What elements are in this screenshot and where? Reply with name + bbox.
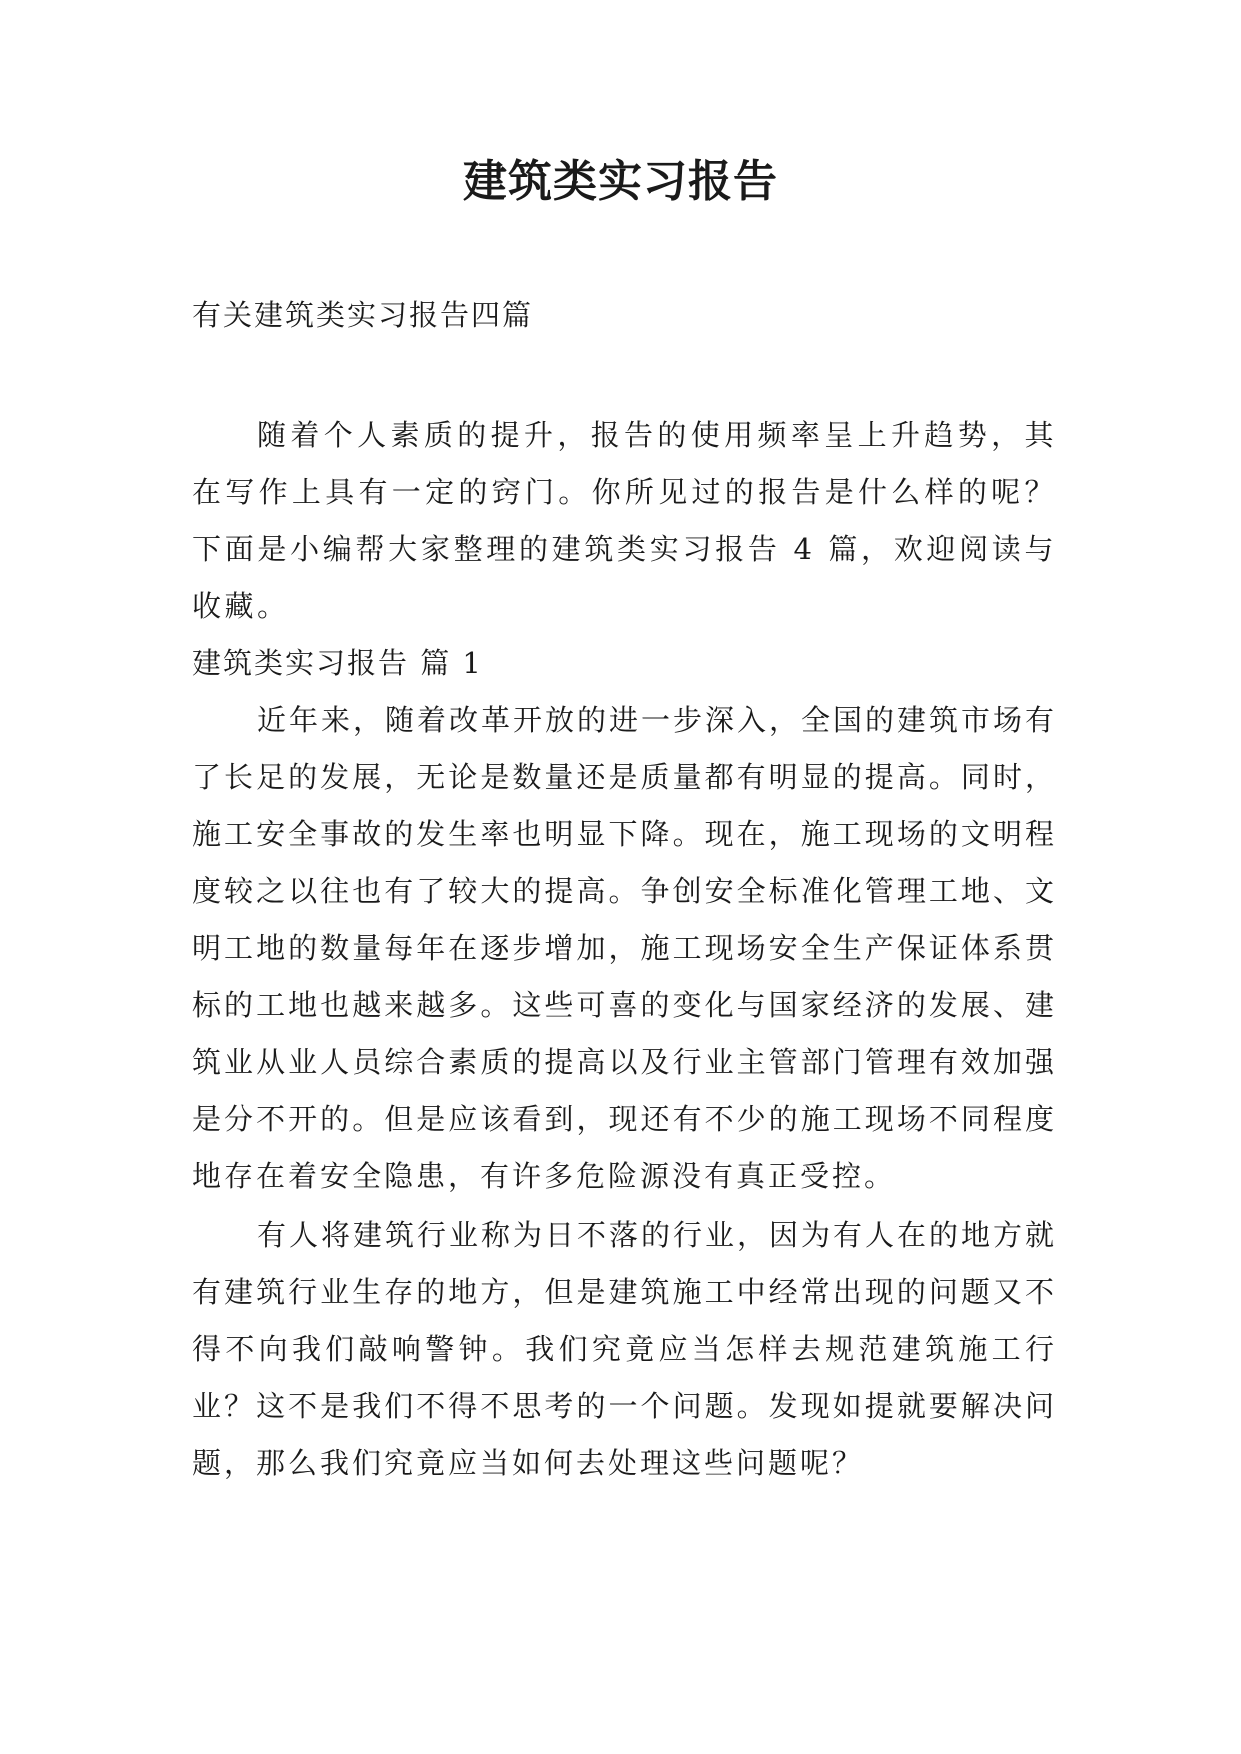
section-1-heading: 建筑类实习报告 篇 1 xyxy=(192,646,483,680)
document-title: 建筑类实习报告 xyxy=(463,156,778,207)
document-body xyxy=(192,407,1057,1492)
section-1-paragraph-2: 有人将建筑行业称为日不落的行业，因为有人在的地方就有建筑行业生存的地方，但是建筑施工中经常出现的问题又不得不向我们敲响警钟。我们究竟应当怎样去规范建筑施工行业？这不是我们不得不思考的一个问题。发现如提就要解决问题，那么我们究竟应当如何去处理这些问题呢？ xyxy=(192,1218,1058,1480)
section-1-paragraph-1: 近年来，随着改革开放的进一步深入，全国的建筑市场有了长足的发展，无论是数量还是质量都有明显的提高。同时，施工安全事故的发生率也明显下降。现在，施工现场的文明程度较之以往也有了较大的提高。争创安全标准化管理工地、文明工地的数量每年在逐步增加，施工现场安全生产保证体系贯标的工地也越来越多。这些可喜的变化与国家经济的发展、建筑业从业人员综合素质的提高以及行业主管部门管理有效加强是分不开的。但是应该看到，现还有不少的施工现场不同程度地存在着安全隐患，有许多危险源没有真正受控。 xyxy=(192,703,1058,1193)
document-subtitle: 有关建筑类实习报告四篇 xyxy=(192,298,534,332)
intro-paragraph: 随着个人素质的提升，报告的使用频率呈上升趋势，其在写作上具有一定的窍门。你所见过的报告是什么样的呢？下面是小编帮大家整理的建筑类实习报告 4 篇，欢迎阅读与收藏。 xyxy=(192,418,1057,623)
